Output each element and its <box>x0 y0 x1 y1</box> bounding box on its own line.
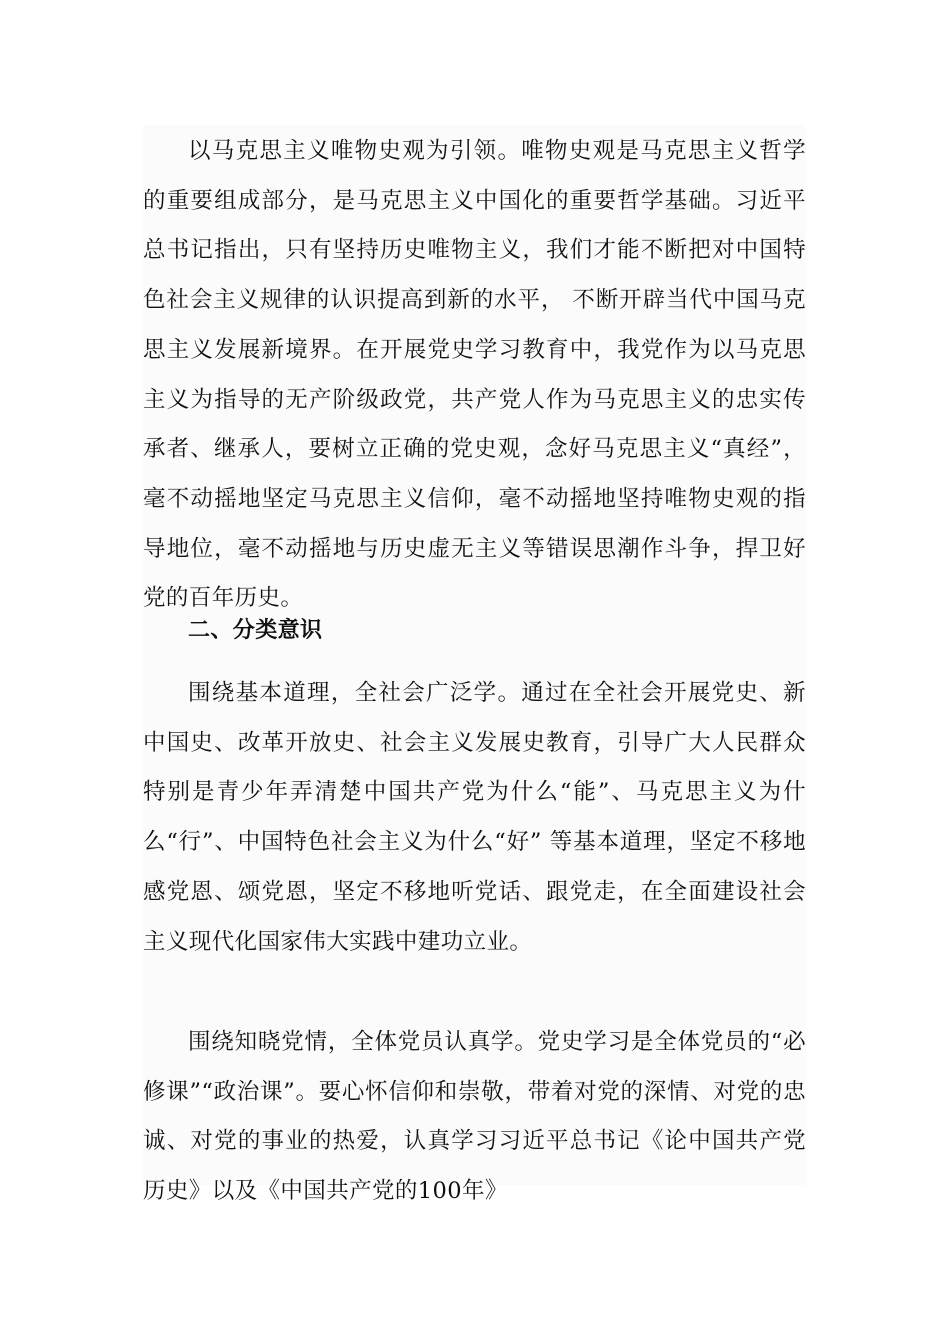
paragraph-materialism: 以马克思主义唯物史观为引领。唯物史观是马克思主义哲学的重要组成部分，是马克思主义中国化的重要哲学基础。习近平总书记指出，只有坚持历史唯物主义，我们才能不断把对中国特色社会主义规律的认识提高到新的水平， 不断开辟当代中国马克思主义发展新境界。在开展党史学习教育中，我党作为以马克思主义为指导的无产阶级政党，共产党人作为马克思主义的忠实传承者、继承人，要树立正确的党史观，念好马克思主义“真经”，毫不动摇地坚定马克思主义信仰，毫不动摇地坚持唯物史观的指导地位，毫不动摇地与历史虚无主义等错误思潮作斗争，捍卫好党的百年历史。 <box>143 138 806 612</box>
paragraph-party-members: 围绕知晓党情，全体党员认真学。党史学习是全体党员的“必修课”“政治课”。要心怀信仰和崇敬，带着对党的深情、对党的忠诚、对党的事业的热爱，认真学习习近平总书记《论中国共产党历史》以及《中国共产党的100年》 <box>143 1029 806 1205</box>
document-body <box>143 125 806 1205</box>
paragraph-basic-principles: 围绕基本道理，全社会广泛学。通过在全社会开展党史、新中国史、改革开放史、社会主义发展史教育，引导广大人民群众特别是青少年弄清楚中国共产党为什么“能”、马克思主义为什么“行”、中国特色社会主义为什么“好” 等基本道理，坚定不移地感党恩、颂党恩，坚定不移地听党话、跟党走，在全面建设社会主义现代化国家伟大实践中建功立业。 <box>143 680 806 955</box>
section-heading: 二、分类意识 <box>188 618 323 643</box>
